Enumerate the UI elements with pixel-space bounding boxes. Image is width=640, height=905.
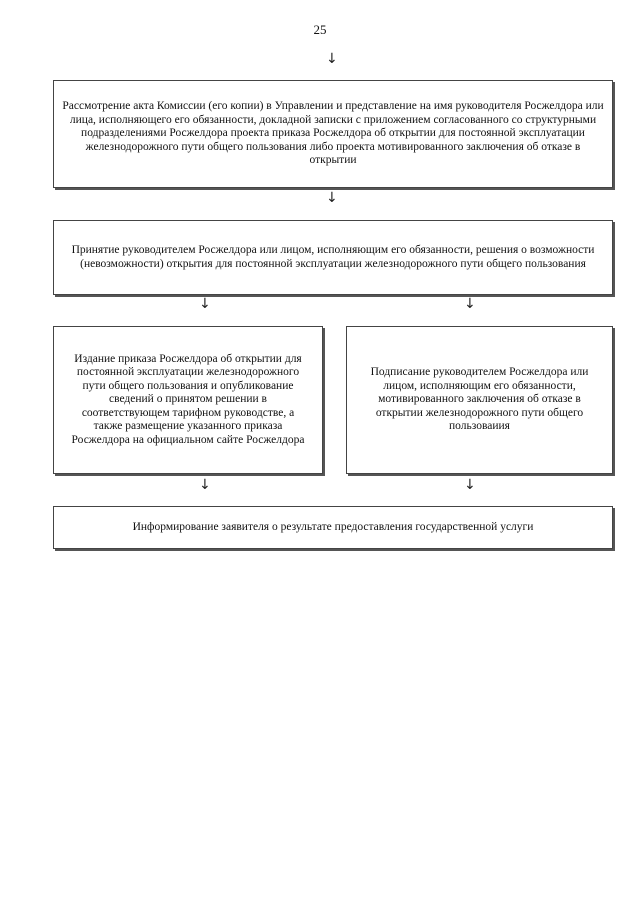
step-refusal-text: Подписание руководителем Росжелдора или лицом, исполняющим его обязанности, мотивированного заключения об отказе в открытии железнодорожного пути общего пользоваиия xyxy=(370,366,589,433)
step-review-text: Рассмотрение акта Комиссии (его копии) в Управлении и представление на имя руководителя Росжелдора или лица, исполняющего его обязанности, докладной записки с приложением согласованного со структурными подразделениями Росжелдора проекта приказа Росжелдора об открытии для постоянной эксплуатации железнодорожного пути общего пользования либо проекта мотивированного заключения об отказе в открытии xyxy=(62,100,604,167)
arrow-down-icon: ↓ xyxy=(326,51,338,67)
step-order-text: Издание приказа Росжелдора об открытии для постоянной эксплуатации железнодорожного пути общего пользования и опубликование сведений о принятом решении в соответствующем тарифном руководстве, а также размещение указанного приказа Росжелдора на официальном сайте Росжелдора xyxy=(71,352,305,446)
step-decision-text: Принятие руководителем Росжелдора или лицом, исполняющим его обязанности, решения о возможности (невозможности) открытия для постоянной эксплуатации железнодорожного пути общего пользования xyxy=(71,244,595,270)
arrow-down-icon: ↓ xyxy=(199,296,211,312)
page-number: 25 xyxy=(313,22,327,37)
step-inform-text: Информирование заявителя о результате предоставления государственной услуги xyxy=(132,520,534,533)
arrow-down-icon: ↓ xyxy=(464,296,476,312)
step-inform-box xyxy=(53,506,613,549)
arrow-down-icon: ↓ xyxy=(199,477,211,493)
step-review-box xyxy=(53,80,613,188)
step-order-box xyxy=(53,326,323,474)
arrow-down-icon: ↓ xyxy=(464,477,476,493)
step-refusal-box xyxy=(346,326,613,474)
step-decision-box xyxy=(53,220,613,295)
arrow-down-icon: ↓ xyxy=(326,190,338,206)
